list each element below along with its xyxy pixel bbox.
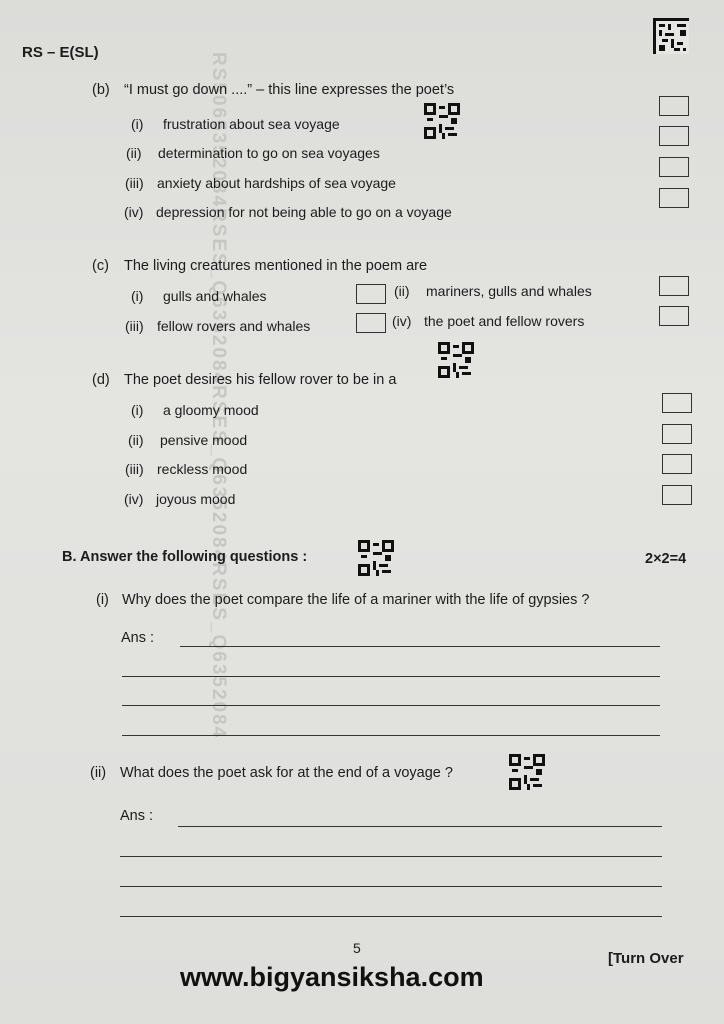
question-d: (d) The poet desires his fellow rover to be in a [92,372,397,388]
answer-box-c-ii[interactable] [659,276,689,296]
option-d-ii: (ii) pensive mood [128,432,248,448]
question-b-ii: (ii) What does the poet ask for at the end of a voyage ? [90,765,453,781]
answer-box-d-ii[interactable] [662,424,692,444]
qr-code-icon [509,754,545,790]
answer-line[interactable] [180,646,660,647]
answer-box-c-iii[interactable] [356,313,386,333]
page-number: 5 [353,940,361,956]
option-d-i: (i) a gloomy mood [131,402,259,418]
answer-box-d-i[interactable] [662,393,692,413]
answer-line[interactable] [178,826,662,827]
question-b: (b) “I must go down ....” – this line expresses the poet’s [92,82,455,98]
answer-box-c-iv[interactable] [659,306,689,326]
answer-box-b-iv[interactable] [659,188,689,208]
answer-label-1: Ans : [121,630,155,646]
option-c-iii: (iii) fellow rovers and whales [125,318,311,334]
answer-line[interactable] [120,856,662,857]
answer-line[interactable] [120,886,662,887]
option-b-iv: (iv) depression for not being able to go on a voyage [124,204,452,220]
answer-label-2: Ans : [120,808,154,824]
watermark: RS5065352084RSES_Q6352084RSES_Q6352084RSES_Q6352084 [208,52,229,740]
paper-code: RS – E(SL) [22,44,99,61]
turn-over-label: [Turn Over [608,950,684,967]
data-matrix-icon [653,18,689,54]
answer-box-d-iv[interactable] [662,485,692,505]
answer-box-b-i[interactable] [659,96,689,116]
section-b-marks: 2×2=4 [645,551,687,567]
answer-box-c-i[interactable] [356,284,386,304]
website-link[interactable]: www.bigyansiksha.com [180,962,484,992]
answer-box-b-iii[interactable] [659,157,689,177]
answer-line[interactable] [122,735,660,736]
option-c-iv: (iv) the poet and fellow rovers [392,313,585,329]
qr-code-icon [358,540,394,576]
option-d-iv: (iv) joyous mood [124,491,236,507]
option-b-iii: (iii) anxiety about hardships of sea voyage [125,175,396,191]
qr-code-icon [424,103,460,139]
question-b-i: (i) Why does the poet compare the life of a mariner with the life of gypsies ? [96,592,590,608]
answer-box-b-ii[interactable] [659,126,689,146]
option-d-iii: (iii) reckless mood [125,461,248,477]
section-b-heading: B. Answer the following questions : [62,549,308,565]
option-c-ii: (ii) mariners, gulls and whales [394,283,592,299]
answer-line[interactable] [122,705,660,706]
answer-line[interactable] [122,676,660,677]
option-b-i: (i) frustration about sea voyage [131,116,340,132]
answer-box-d-iii[interactable] [662,454,692,474]
answer-line[interactable] [120,916,662,917]
question-c: (c) The living creatures mentioned in the poem are [92,258,428,274]
qr-code-icon [438,342,474,378]
option-b-ii: (ii) determination to go on sea voyages [126,145,380,161]
option-c-i: (i) gulls and whales [131,288,267,304]
